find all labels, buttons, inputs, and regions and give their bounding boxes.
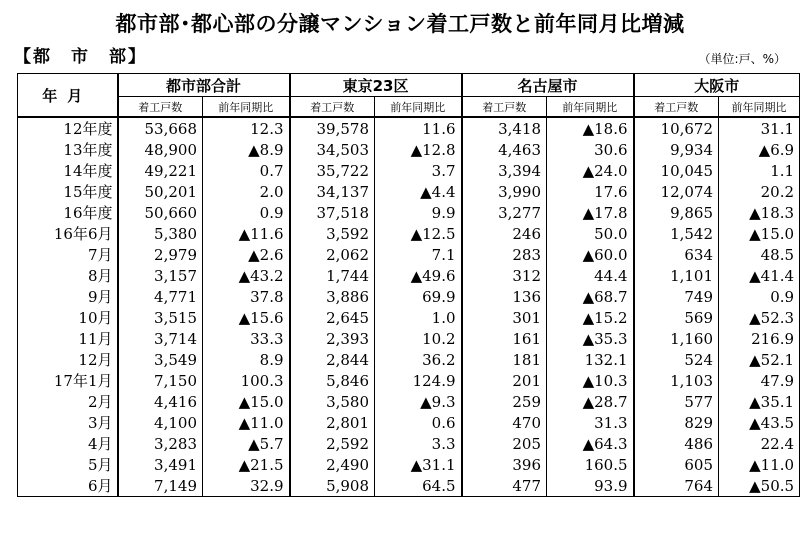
table-row (18, 475, 800, 497)
cell-yoy-change: 17.6 (547, 181, 634, 202)
cell-starts: 48,900 (118, 139, 203, 160)
cell-starts: 1,542 (634, 223, 719, 244)
cell-yoy-change: ▲15.0 (719, 223, 800, 244)
cell-yoy-change: 132.1 (547, 349, 634, 370)
cell-yoy-change: 93.9 (547, 475, 634, 497)
cell-starts: 1,103 (634, 370, 719, 391)
cell-yoy-change: ▲17.8 (547, 202, 634, 223)
group-header-nagoya: 名古屋市 (462, 74, 634, 97)
cell-starts: 34,503 (290, 139, 375, 160)
table-row (18, 117, 800, 139)
cell-starts: 2,801 (290, 412, 375, 433)
cell-yoy-change: 22.4 (719, 433, 800, 454)
cell-starts: 2,844 (290, 349, 375, 370)
sub-header-starts: 着工戸数 (634, 97, 719, 118)
cell-starts: 749 (634, 286, 719, 307)
cell-starts: 486 (634, 433, 719, 454)
row-period-label: 5月 (18, 454, 118, 475)
cell-starts: 12,074 (634, 181, 719, 202)
row-period-label: 2月 (18, 391, 118, 412)
row-period-label: 15年度 (18, 181, 118, 202)
cell-starts: 5,380 (118, 223, 203, 244)
cell-yoy-change: 10.2 (375, 328, 462, 349)
cell-starts: 4,463 (462, 139, 547, 160)
cell-starts: 9,865 (634, 202, 719, 223)
period-header: 年月 (18, 74, 118, 118)
table-row (18, 433, 800, 454)
cell-starts: 5,908 (290, 475, 375, 497)
row-period-label: 7月 (18, 244, 118, 265)
cell-yoy-change: ▲15.6 (203, 307, 290, 328)
table-row (18, 328, 800, 349)
cell-starts: 524 (634, 349, 719, 370)
group-header-toshibu: 都市部合計 (118, 74, 290, 97)
cell-starts: 3,157 (118, 265, 203, 286)
row-period-label: 6月 (18, 475, 118, 497)
table-row (18, 412, 800, 433)
cell-starts: 136 (462, 286, 547, 307)
cell-starts: 3,277 (462, 202, 547, 223)
cell-starts: 34,137 (290, 181, 375, 202)
row-period-label: 10月 (18, 307, 118, 328)
cell-starts: 39,578 (290, 117, 375, 139)
cell-starts: 470 (462, 412, 547, 433)
table-row (18, 370, 800, 391)
row-period-label: 4月 (18, 433, 118, 454)
cell-starts: 7,149 (118, 475, 203, 497)
table-row (18, 202, 800, 223)
cell-starts: 634 (634, 244, 719, 265)
cell-yoy-change: 31.1 (719, 117, 800, 139)
cell-starts: 49,221 (118, 160, 203, 181)
cell-yoy-change: 33.3 (203, 328, 290, 349)
cell-yoy-change: 69.9 (375, 286, 462, 307)
cell-yoy-change: ▲31.1 (375, 454, 462, 475)
cell-starts: 4,100 (118, 412, 203, 433)
cell-yoy-change: ▲12.5 (375, 223, 462, 244)
cell-yoy-change: ▲4.4 (375, 181, 462, 202)
cell-yoy-change: 124.9 (375, 370, 462, 391)
cell-yoy-change: ▲5.7 (203, 433, 290, 454)
cell-yoy-change: 1.1 (719, 160, 800, 181)
cell-yoy-change: 47.9 (719, 370, 800, 391)
cell-yoy-change: ▲49.6 (375, 265, 462, 286)
cell-yoy-change: 160.5 (547, 454, 634, 475)
cell-yoy-change: 0.9 (203, 202, 290, 223)
row-period-label: 14年度 (18, 160, 118, 181)
cell-starts: 9,934 (634, 139, 719, 160)
sub-header-starts: 着工戸数 (118, 97, 203, 118)
row-period-label: 3月 (18, 412, 118, 433)
cell-starts: 2,393 (290, 328, 375, 349)
cell-yoy-change: 0.7 (203, 160, 290, 181)
row-period-label: 17年1月 (18, 370, 118, 391)
cell-yoy-change: 30.6 (547, 139, 634, 160)
cell-starts: 3,418 (462, 117, 547, 139)
group-header-osaka: 大阪市 (634, 74, 800, 97)
cell-starts: 7,150 (118, 370, 203, 391)
cell-yoy-change: 8.9 (203, 349, 290, 370)
cell-starts: 3,394 (462, 160, 547, 181)
cell-yoy-change: 20.2 (719, 181, 800, 202)
cell-yoy-change: ▲24.0 (547, 160, 634, 181)
cell-yoy-change: 12.3 (203, 117, 290, 139)
cell-starts: 3,592 (290, 223, 375, 244)
cell-yoy-change: ▲6.9 (719, 139, 800, 160)
cell-starts: 3,283 (118, 433, 203, 454)
cell-starts: 3,990 (462, 181, 547, 202)
cell-yoy-change: ▲12.8 (375, 139, 462, 160)
cell-yoy-change: 216.9 (719, 328, 800, 349)
cell-starts: 1,101 (634, 265, 719, 286)
sub-header-yoy: 前年同期比 (547, 97, 634, 118)
group-header-tokyo23: 東京23区 (290, 74, 462, 97)
cell-yoy-change: ▲41.4 (719, 265, 800, 286)
cell-yoy-change: ▲43.2 (203, 265, 290, 286)
sub-header-starts: 着工戸数 (462, 97, 547, 118)
cell-yoy-change: 0.6 (375, 412, 462, 433)
cell-starts: 5,846 (290, 370, 375, 391)
cell-starts: 312 (462, 265, 547, 286)
cell-starts: 3,580 (290, 391, 375, 412)
cell-starts: 3,515 (118, 307, 203, 328)
cell-yoy-change: 3.3 (375, 433, 462, 454)
table-row (18, 223, 800, 244)
cell-starts: 2,062 (290, 244, 375, 265)
table-body (18, 117, 800, 497)
cell-starts: 50,201 (118, 181, 203, 202)
cell-starts: 10,045 (634, 160, 719, 181)
cell-yoy-change: 36.2 (375, 349, 462, 370)
cell-starts: 764 (634, 475, 719, 497)
sub-header-yoy: 前年同期比 (375, 97, 462, 118)
page-title: 都市部･都心部の分譲マンション着工戸数と前年同月比増減 (115, 12, 685, 36)
cell-yoy-change: 50.0 (547, 223, 634, 244)
table-row (18, 139, 800, 160)
cell-starts: 2,645 (290, 307, 375, 328)
cell-starts: 301 (462, 307, 547, 328)
cell-starts: 161 (462, 328, 547, 349)
table-row (18, 349, 800, 370)
cell-yoy-change: ▲21.5 (203, 454, 290, 475)
cell-yoy-change: ▲28.7 (547, 391, 634, 412)
row-period-label: 12年度 (18, 117, 118, 139)
row-period-label: 8月 (18, 265, 118, 286)
sub-header-yoy: 前年同期比 (203, 97, 290, 118)
cell-yoy-change: ▲10.3 (547, 370, 634, 391)
cell-yoy-change: ▲52.3 (719, 307, 800, 328)
cell-starts: 10,672 (634, 117, 719, 139)
cell-starts: 396 (462, 454, 547, 475)
cell-starts: 4,416 (118, 391, 203, 412)
cell-starts: 37,518 (290, 202, 375, 223)
cell-starts: 569 (634, 307, 719, 328)
cell-starts: 35,722 (290, 160, 375, 181)
cell-yoy-change: ▲2.6 (203, 244, 290, 265)
cell-starts: 3,714 (118, 328, 203, 349)
row-period-label: 16年度 (18, 202, 118, 223)
cell-yoy-change: ▲43.5 (719, 412, 800, 433)
cell-yoy-change: ▲11.0 (203, 412, 290, 433)
cell-yoy-change: ▲18.6 (547, 117, 634, 139)
cell-yoy-change: 37.8 (203, 286, 290, 307)
cell-starts: 577 (634, 391, 719, 412)
cell-yoy-change: ▲15.0 (203, 391, 290, 412)
cell-starts: 2,592 (290, 433, 375, 454)
cell-yoy-change: ▲18.3 (719, 202, 800, 223)
cell-yoy-change: 1.0 (375, 307, 462, 328)
cell-starts: 2,490 (290, 454, 375, 475)
row-period-label: 9月 (18, 286, 118, 307)
cell-starts: 259 (462, 391, 547, 412)
cell-starts: 201 (462, 370, 547, 391)
row-period-label: 12月 (18, 349, 118, 370)
table-row (18, 160, 800, 181)
cell-yoy-change: 48.5 (719, 244, 800, 265)
cell-starts: 3,491 (118, 454, 203, 475)
cell-yoy-change: 32.9 (203, 475, 290, 497)
cell-starts: 2,979 (118, 244, 203, 265)
cell-starts: 283 (462, 244, 547, 265)
cell-starts: 181 (462, 349, 547, 370)
table-row (18, 265, 800, 286)
cell-yoy-change: 100.3 (203, 370, 290, 391)
cell-starts: 50,660 (118, 202, 203, 223)
row-period-label: 11月 (18, 328, 118, 349)
table-row (18, 244, 800, 265)
cell-starts: 53,668 (118, 117, 203, 139)
cell-yoy-change: ▲8.9 (203, 139, 290, 160)
cell-yoy-change: 44.4 (547, 265, 634, 286)
cell-yoy-change: ▲15.2 (547, 307, 634, 328)
cell-starts: 477 (462, 475, 547, 497)
cell-yoy-change: 3.7 (375, 160, 462, 181)
cell-yoy-change: ▲35.1 (719, 391, 800, 412)
cell-starts: 4,771 (118, 286, 203, 307)
cell-yoy-change: ▲52.1 (719, 349, 800, 370)
cell-yoy-change: 2.0 (203, 181, 290, 202)
cell-yoy-change: 11.6 (375, 117, 462, 139)
cell-yoy-change: 64.5 (375, 475, 462, 497)
row-period-label: 13年度 (18, 139, 118, 160)
table-row (18, 454, 800, 475)
cell-yoy-change: 0.9 (719, 286, 800, 307)
cell-starts: 605 (634, 454, 719, 475)
cell-starts: 1,744 (290, 265, 375, 286)
table-row (18, 307, 800, 328)
sub-header-starts: 着工戸数 (290, 97, 375, 118)
table-row (18, 286, 800, 307)
cell-starts: 3,549 (118, 349, 203, 370)
cell-starts: 246 (462, 223, 547, 244)
cell-yoy-change: ▲64.3 (547, 433, 634, 454)
cell-yoy-change: ▲9.3 (375, 391, 462, 412)
cell-starts: 1,160 (634, 328, 719, 349)
cell-yoy-change: 9.9 (375, 202, 462, 223)
row-period-label: 16年6月 (18, 223, 118, 244)
cell-yoy-change: ▲11.0 (719, 454, 800, 475)
table-row (18, 181, 800, 202)
table-row (18, 391, 800, 412)
cell-yoy-change: 7.1 (375, 244, 462, 265)
cell-yoy-change: ▲50.5 (719, 475, 800, 497)
cell-yoy-change: ▲60.0 (547, 244, 634, 265)
sub-header-yoy: 前年同期比 (719, 97, 800, 118)
cell-yoy-change: ▲68.7 (547, 286, 634, 307)
cell-starts: 205 (462, 433, 547, 454)
cell-starts: 3,886 (290, 286, 375, 307)
cell-yoy-change: ▲35.3 (547, 328, 634, 349)
unit-label: （単位:戸、%） (698, 52, 786, 66)
cell-yoy-change: ▲11.6 (203, 223, 290, 244)
cell-yoy-change: 31.3 (547, 412, 634, 433)
cell-starts: 829 (634, 412, 719, 433)
data-table (17, 73, 800, 497)
region-label: 【都 市 部】 (14, 47, 147, 67)
